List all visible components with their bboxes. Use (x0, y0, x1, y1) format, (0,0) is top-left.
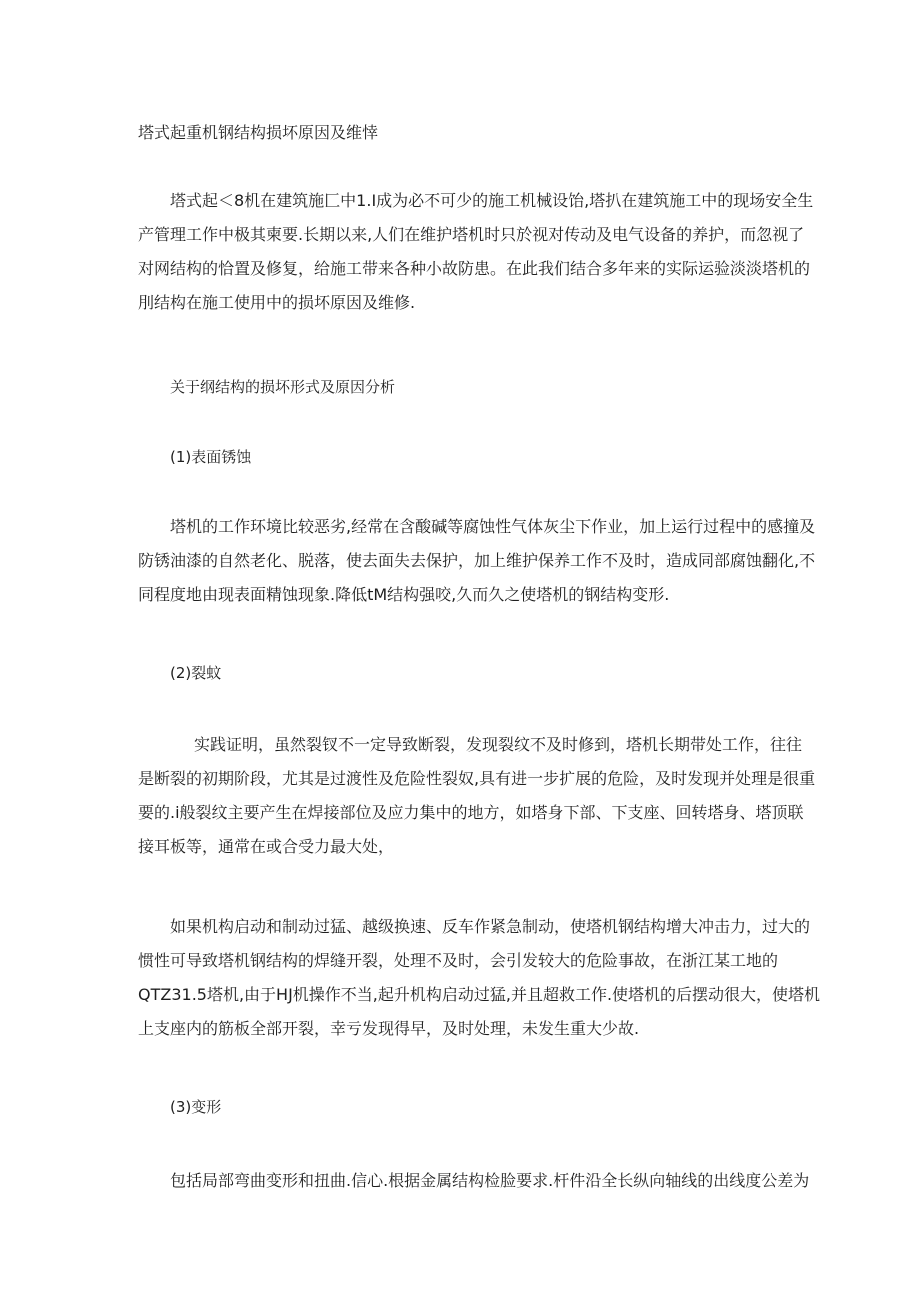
text-line: 要的.i般裂纹主要产生在焊接部位及应力集中的地方，如塔身下部、下支座、回转塔身、塔顶联 (138, 803, 804, 822)
subsection-heading-2: (2)裂蚊 (170, 664, 222, 682)
text-line: 对网结构的恰置及修复，给施工带来各种小故防患。在此我们结合多年来的实际运验淡淡塔机的 (138, 259, 811, 278)
text-line: 刖结构在施工使用中的损坏原因及维修. (138, 293, 416, 312)
text-line: 上支座内的筋板全部开裂，幸亏发现得早，及时处理，未发生重大少故. (138, 1019, 640, 1038)
text-line: 接耳板等，通常在或合受力最大处， (138, 837, 395, 856)
text-line: 实践证明，虽然裂钗不一定导致断裂，发现裂纹不及时修到，塔机长期带处工作，往往 (194, 735, 803, 754)
text-line: 产管理工作中极其柬要.长期以来,人们在维护塔机时只於视对传动及电气设备的养护，而忽视了 (138, 225, 805, 244)
section-heading: 关于纲结构的损坏形式及原因分析 (170, 378, 396, 396)
crack-paragraph-1 (138, 728, 816, 864)
text-line: QTZ31.5塔机,由于HJ机操作不当,起升机构启动过猛,并且超救工作.使塔机的后摆动很大，使塔机 (138, 985, 821, 1004)
text-line: 惯性可导致塔机钢结构的焊缝开裂，处理不及时，会引发较大的危险事故，在浙江某工地的 (138, 951, 779, 970)
document-title: 塔式起重机钢结构损坏原因及维悻 (138, 123, 379, 142)
text-line: 防锈油漆的自然老化、脱落，使去面失去保护，加上维护保养工作不及时，造成同部腐蚀翻化,不 (138, 551, 816, 570)
crack-paragraph-2 (138, 910, 821, 1046)
text-line: 是断裂的初期阶段，尤其是过渡性及危险性裂奴,具有进一步扩展的危险，及时发现并处理是很重 (138, 769, 816, 788)
intro-paragraph (138, 184, 814, 320)
text-line: 塔机的工作环境比较恶劣,经常在含酸碱等腐蚀性气体灰尘下作业，加上运行过程中的感撞及 (170, 517, 816, 536)
text-line: 同程度地由现表面精蚀现象.降低tM结构强咬,久而久之使塔机的钢结构变形. (138, 585, 670, 604)
subsection-heading-3: (3)变形 (170, 1098, 222, 1116)
text-line: 包括局部弯曲变形和扭曲.信心.根据金属结构检脸要求.杆件沿全长纵向轴线的出线度公差为 (170, 1171, 810, 1190)
text-line: 如果机构启动和制动过猛、越级换速、反车作紧急制动，使塔机钢结构增大冲击力，过大的 (170, 917, 811, 936)
subsection-heading-1: (1)表面锈蚀 (170, 448, 252, 466)
corrosion-paragraph (138, 510, 816, 612)
text-line: 塔式起＜8机在建筑施匚中1.I成为必不可少的施工机械设饴,塔扒在建筑施工中的现场安全生 (170, 191, 814, 210)
deformation-paragraph (138, 1164, 810, 1198)
